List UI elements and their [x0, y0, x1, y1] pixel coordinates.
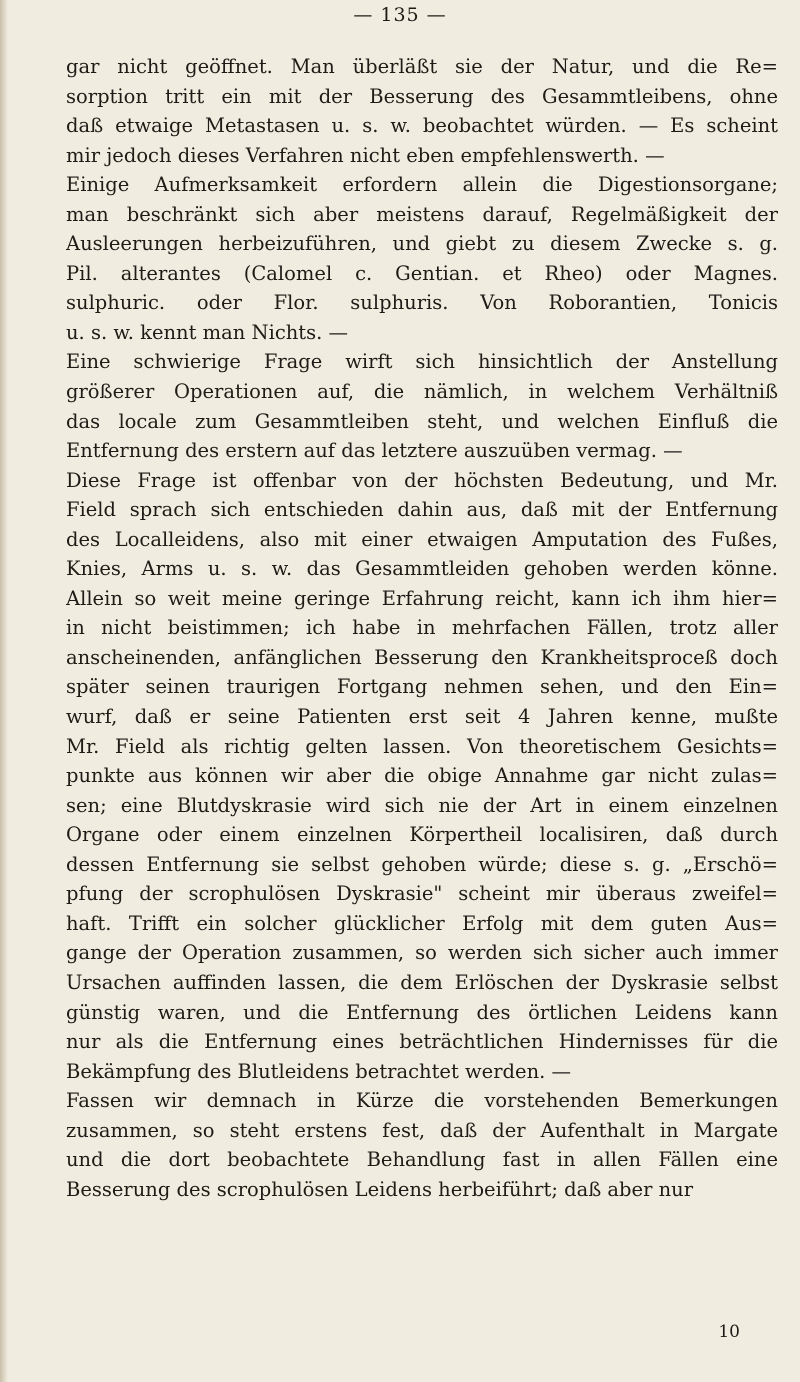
text-line: gar nicht geöffnet. Man überläßt sie der Natur, und die Re=: [66, 55, 778, 78]
text-line: sen; eine Blutdyskrasie wird sich nie der Art in einem einzelnen: [66, 793, 778, 817]
text-line: günstig waren, und die Entfernung des örtlichen Leidens kann: [66, 1000, 778, 1024]
signature-number: 10: [718, 1322, 740, 1342]
text-line: in nicht beistimmen; ich habe in mehrfachen Fällen, trotz aller: [66, 616, 778, 640]
text-line: Field sprach sich entschieden dahin aus, daß mit der Entfernung: [66, 498, 778, 522]
text-line: gange der Operation zusammen, so werden sich sicher auch immer: [66, 941, 778, 965]
text-line: pfung der scrophulösen Dyskrasie" scheint mir überaus zweifel=: [66, 882, 778, 906]
text-line: Ursachen auffinden lassen, die dem Erlöschen der Dyskrasie selbst: [66, 970, 778, 994]
text-line: zusammen, so steht erstens fest, daß der Aufenthalt in Margate: [66, 1118, 778, 1142]
text-line: u. s. w. kennt man Nichts. —: [66, 320, 349, 344]
text-line: Bekämpfung des Blutleidens betrachtet werden. —: [66, 1059, 572, 1083]
text-line: anscheinenden, anfänglichen Besserung den Krankheitsproceß doch: [66, 645, 778, 669]
text-line: daß etwaige Metastasen u. s. w. beobachtet würden. — Es scheint: [66, 114, 778, 138]
text-line: punkte aus können wir aber die obige Annahme gar nicht zulas=: [66, 764, 778, 788]
text-line: Pil. alterantes (Calomel c. Gentian. et Rheo) oder Magnes.: [66, 261, 778, 285]
page-number: — 135 —: [353, 4, 447, 26]
text-line: man beschränkt sich aber meistens darauf, Regelmäßigkeit der: [66, 202, 778, 226]
text-line: das locale zum Gesammtleiben steht, und welchen Einfluß die: [66, 409, 778, 433]
text-line: und die dort beobachtete Behandlung fast in allen Fällen eine: [66, 1148, 778, 1172]
text-line: Allein so weit meine geringe Erfahrung reicht, kann ich ihm hier=: [66, 586, 778, 610]
body-text: [66, 52, 778, 1204]
text-line: nur als die Entfernung eines beträchtlichen Hindernisses für die: [66, 1030, 778, 1054]
text-line: sulphuric. oder Flor. sulphuris. Von Roborantien, Tonicis: [66, 291, 778, 315]
text-line: Entfernung des erstern auf das letztere auszuüben vermag. —: [66, 439, 683, 463]
text-line: später seinen traurigen Fortgang nehmen sehen, und den Ein=: [66, 675, 778, 699]
text-line: Einige Aufmerksamkeit erfordern allein die Digestionsorgane;: [66, 173, 778, 197]
text-line: Fassen wir demnach in Kürze die vorstehenden Bemerkungen: [66, 1089, 778, 1113]
text-line: Organe oder einem einzelnen Körpertheil localisiren, daß durch: [66, 823, 778, 847]
text-line: wurf, daß er seine Patienten erst seit 4 Jahren kenne, mußte: [66, 705, 778, 729]
text-line: haft. Trifft ein solcher glücklicher Erfolg mit dem guten Aus=: [66, 911, 778, 935]
signature-mark: [0, 1322, 800, 1342]
page-edge-shadow: [0, 0, 8, 1382]
text-line: sorption tritt ein mit der Besserung des Gesammtleibens, ohne: [66, 84, 778, 108]
text-line: des Localleidens, also mit einer etwaigen Amputation des Fußes,: [66, 527, 778, 551]
text-line: Ausleerungen herbeizuführen, und giebt zu diesem Zwecke s. g.: [66, 232, 778, 256]
text-line: dessen Entfernung sie selbst gehoben würde; diese s. g. „Erschö=: [66, 852, 778, 876]
text-line: Mr. Field als richtig gelten lassen. Von theoretischem Gesichts=: [66, 734, 778, 758]
text-line: Besserung des scrophulösen Leidens herbeiführt; daß aber nur: [66, 1177, 694, 1201]
text-line: Diese Frage ist offenbar von der höchsten Bedeutung, und Mr.: [66, 468, 778, 492]
text-line: mir jedoch dieses Verfahren nicht eben empfehlenswerth. —: [66, 143, 665, 167]
text-line: Knies, Arms u. s. w. das Gesammtleiden gehoben werden könne.: [66, 557, 778, 581]
text-line: größerer Operationen auf, die nämlich, in welchem Verhältniß: [66, 380, 778, 404]
text-line: Eine schwierige Frage wirft sich hinsichtlich der Anstellung: [66, 350, 778, 374]
